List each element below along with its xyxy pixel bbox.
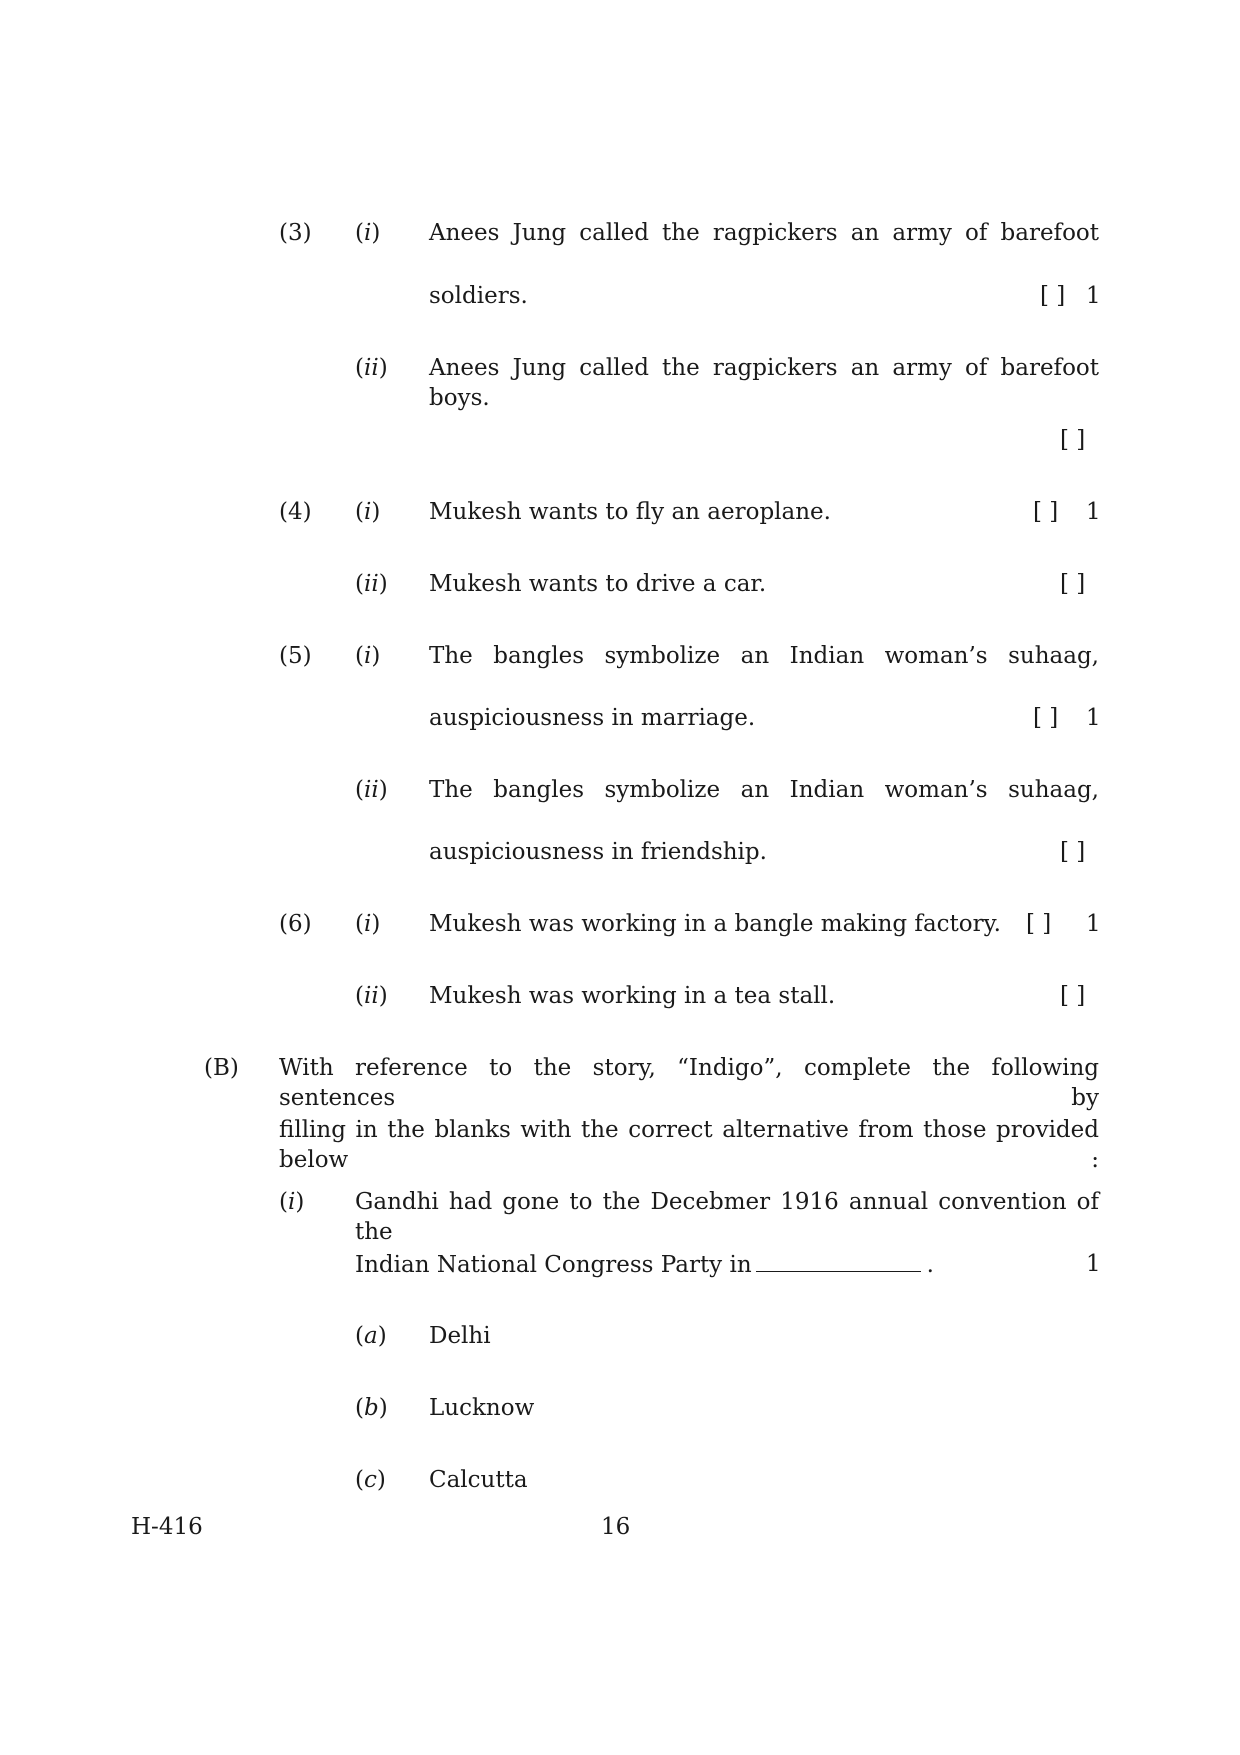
option-label-4-i: (i) (355, 499, 381, 525)
roman-numeral: i (363, 499, 372, 525)
choice-letter: a (363, 1323, 378, 1349)
choice-letter: b (363, 1395, 379, 1421)
answer-box-5-i[interactable]: [ ] (1033, 705, 1059, 731)
answer-box-6-i[interactable]: [ ] (1026, 911, 1052, 937)
question-number-5: (5) (279, 643, 312, 669)
statement-6-ii: Mukesh was working in a tea stall. (429, 983, 836, 1009)
choice-a-label: (a) (355, 1323, 387, 1349)
statement-5-ii-line2: auspiciousness in friendship. (429, 839, 767, 865)
option-label-3-i: (i) (355, 220, 381, 246)
statement-3-i-line1: Anees Jung called the ragpickers an army of barefoot (429, 220, 1099, 246)
question-number-4: (4) (279, 499, 312, 525)
question-b-i-end: . (926, 1252, 934, 1278)
answer-box-3-ii[interactable]: [ ] (1060, 427, 1086, 453)
option-label-4-ii: (ii) (355, 571, 388, 597)
roman-numeral: ii (363, 983, 379, 1009)
paper-code: H-416 (131, 1514, 203, 1540)
roman-numeral: i (363, 911, 372, 937)
question-b-i-line2 (355, 1249, 934, 1280)
marks-6: 1 (1086, 911, 1101, 937)
roman-numeral: i (363, 220, 372, 246)
statement-6-i: Mukesh was working in a bangle making factory. (429, 911, 1001, 937)
section-b-label: (B) (204, 1055, 239, 1081)
marks-4: 1 (1086, 499, 1101, 525)
choice-c-label: (c) (355, 1467, 386, 1493)
answer-box-5-ii[interactable]: [ ] (1060, 839, 1086, 865)
answer-box-6-ii[interactable]: [ ] (1060, 983, 1086, 1009)
statement-4-ii: Mukesh wants to drive a car. (429, 571, 767, 597)
fill-in-blank[interactable] (756, 1249, 921, 1272)
answer-box-4-i[interactable]: [ ] (1033, 499, 1059, 525)
question-b-i-line1: Gandhi had gone to the Decebmer 1916 annual convention of the (355, 1189, 1099, 1245)
choice-b-label: (b) (355, 1395, 388, 1421)
roman-numeral: ii (363, 355, 379, 381)
marks-3: 1 (1086, 283, 1101, 309)
statement-5-ii-line1: The bangles symbolize an Indian woman’s suhaag, (429, 777, 1099, 803)
choice-a-text: Delhi (429, 1323, 491, 1349)
choice-b-text: Lucknow (429, 1395, 535, 1421)
statement-4-i: Mukesh wants to fly an aeroplane. (429, 499, 831, 525)
statement-5-i-line1: The bangles symbolize an Indian woman’s suhaag, (429, 643, 1099, 669)
option-label-6-i: (i) (355, 911, 381, 937)
marks-b-i: 1 (1086, 1251, 1101, 1277)
option-label-3-ii: (ii) (355, 355, 388, 381)
statement-3-i-line2: soldiers. (429, 283, 528, 309)
question-b-i-text: Indian National Congress Party in (355, 1252, 752, 1278)
section-b-instruction-line1: With reference to the story, “Indigo”, complete the following sentences by (279, 1055, 1099, 1111)
roman-numeral: i (363, 643, 372, 669)
answer-box-4-ii[interactable]: [ ] (1060, 571, 1086, 597)
choice-letter: c (363, 1467, 377, 1493)
answer-box-3-i[interactable]: [ ] (1040, 283, 1066, 309)
roman-numeral: i (287, 1189, 296, 1215)
question-number-6: (6) (279, 911, 312, 937)
section-b-instruction-line2: filling in the blanks with the correct alternative from those provided below : (279, 1117, 1099, 1173)
roman-numeral: ii (363, 571, 379, 597)
marks-5: 1 (1086, 705, 1101, 731)
question-number-3: (3) (279, 220, 312, 246)
choice-c-text: Calcutta (429, 1467, 528, 1493)
option-label-5-i: (i) (355, 643, 381, 669)
roman-numeral: ii (363, 777, 379, 803)
option-label-6-ii: (ii) (355, 983, 388, 1009)
question-b-i-label: (i) (279, 1189, 305, 1215)
option-label-5-ii: (ii) (355, 777, 388, 803)
page-number: 16 (601, 1514, 631, 1540)
statement-3-ii-line1: Anees Jung called the ragpickers an army of barefoot boys. (429, 355, 1099, 411)
statement-5-i-line2: auspiciousness in marriage. (429, 705, 756, 731)
